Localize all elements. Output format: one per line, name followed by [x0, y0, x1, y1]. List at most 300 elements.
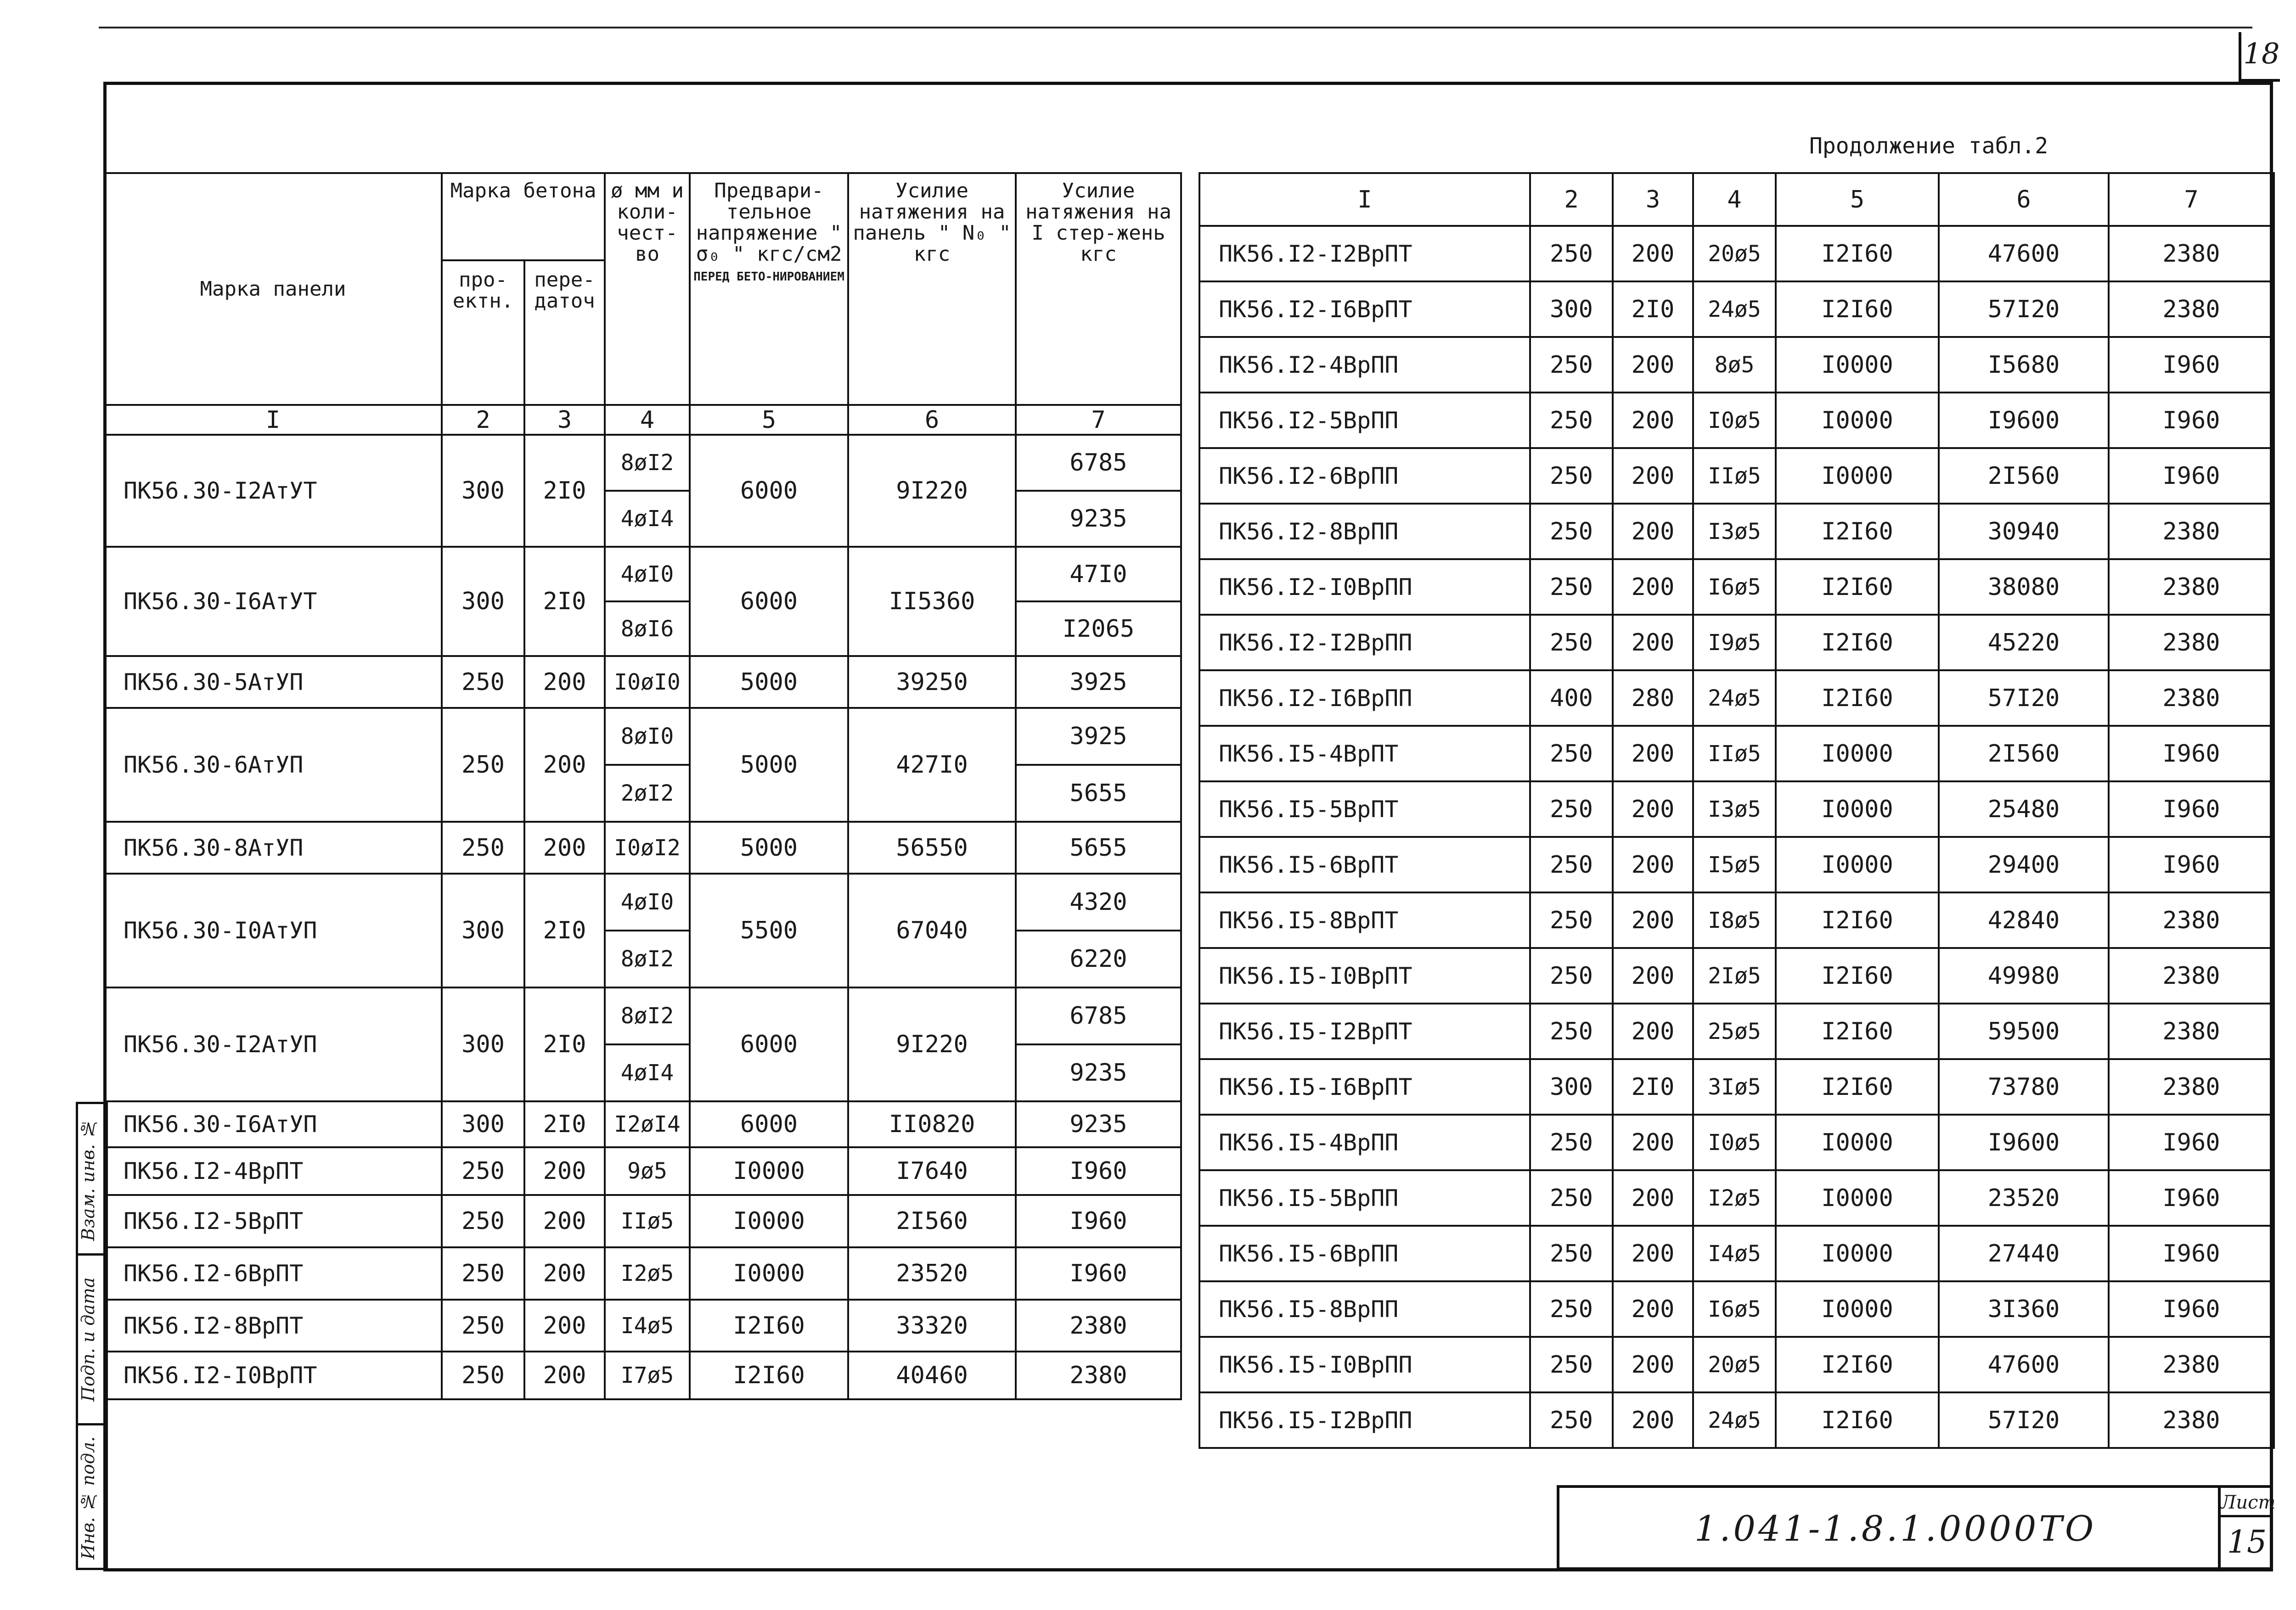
bar-force: 2380: [1016, 1300, 1181, 1352]
table-row: [1199, 337, 2274, 393]
prestress-value: 6000: [690, 987, 848, 1101]
table-row: [104, 1195, 1181, 1247]
panel-force: I5680: [1939, 337, 2109, 393]
table-row: [1199, 892, 2274, 948]
bar-force: I960: [2109, 448, 2274, 504]
prestress-value: 6000: [690, 1101, 848, 1147]
panel-mark: ПК56.30-I2АтУП: [104, 987, 442, 1101]
transfer-grade: 200: [1613, 337, 1693, 393]
table-row: [1199, 1059, 2274, 1115]
panel-mark: ПК56.I2-6ВрПТ: [104, 1247, 442, 1300]
side-stamp-sign-date: Подп. и дата: [78, 1277, 98, 1402]
design-grade: 300: [442, 547, 524, 656]
col-number: I: [104, 405, 442, 435]
bar-diameter-count: I0øI0: [605, 656, 690, 708]
table-row: [1199, 448, 2274, 504]
sheet-divider: [2218, 1515, 2273, 1517]
bar-force: 2380: [2109, 504, 2274, 559]
bar-force: I960: [2109, 1115, 2274, 1170]
bar-diameter-count: I4ø5: [1693, 1226, 1776, 1281]
transfer-grade: 2I0: [524, 435, 605, 547]
bar-force: 2380: [2109, 559, 2274, 615]
design-grade: 300: [442, 435, 524, 547]
table-row: [104, 435, 1181, 491]
transfer-grade: 2I0: [524, 874, 605, 987]
panel-force: 49980: [1939, 948, 2109, 1004]
transfer-grade: 200: [1613, 1170, 1693, 1226]
bar-diameter-count: I0ø5: [1693, 1115, 1776, 1170]
table-row: [1199, 1281, 2274, 1337]
panel-force: 9I220: [848, 435, 1016, 547]
bar-force: I960: [1016, 1247, 1181, 1300]
table-row: [104, 656, 1181, 708]
sheet-number: 15: [2227, 1524, 2267, 1560]
col-number: 5: [690, 405, 848, 435]
bar-force: 9235: [1016, 491, 1181, 547]
bar-force: 2380: [2109, 1004, 2274, 1059]
document-code: 1.041-1.8.1.0000ТО: [1694, 1508, 2097, 1549]
transfer-grade: 200: [524, 656, 605, 708]
bar-diameter-count: 4øI4: [605, 1044, 690, 1101]
transfer-grade: 200: [524, 1247, 605, 1300]
prestress-value: 5000: [690, 708, 848, 822]
bar-diameter-count: I2ø5: [605, 1247, 690, 1300]
side-stamp-replace-inv: Взам. инв. №: [78, 1118, 98, 1241]
header-panel-mark: Марка панели: [104, 173, 442, 405]
transfer-grade: 200: [1613, 892, 1693, 948]
bar-diameter-count: 9ø5: [605, 1147, 690, 1195]
col-number: I: [1199, 173, 1530, 226]
panel-mark: ПК56.I2-4ВрПП: [1199, 337, 1530, 393]
header-transfer-grade: пере-даточ: [524, 260, 605, 405]
prestress-value: 6000: [690, 435, 848, 547]
design-grade: 250: [1530, 1004, 1613, 1059]
col-number: 7: [2109, 173, 2274, 226]
transfer-grade: 200: [1613, 948, 1693, 1004]
panel-force: 9I220: [848, 987, 1016, 1101]
design-grade: 250: [442, 1147, 524, 1195]
bar-force: 4320: [1016, 874, 1181, 931]
prestress-value: I0000: [1776, 1226, 1939, 1281]
bar-force: I960: [2109, 337, 2274, 393]
panel-force: 56550: [848, 822, 1016, 874]
design-grade: 250: [1530, 948, 1613, 1004]
prestress-value: I2I60: [1776, 1337, 1939, 1392]
panel-force: I9600: [1939, 1115, 2109, 1170]
panel-force: 33320: [848, 1300, 1016, 1352]
prestress-value: I0000: [1776, 1170, 1939, 1226]
panel-mark: ПК56.I2-8ВрПТ: [104, 1300, 442, 1352]
bar-force: I960: [2109, 781, 2274, 837]
prestress-value: I0000: [690, 1147, 848, 1195]
panel-mark: ПК56.I5-I2ВрПП: [1199, 1392, 1530, 1448]
table-row: [104, 822, 1181, 874]
panel-force: 3I360: [1939, 1281, 2109, 1337]
table-row: [1199, 1337, 2274, 1392]
right-column-number-row: [1199, 173, 2274, 226]
table-row: [1199, 281, 2274, 337]
bar-diameter-count: I6ø5: [1693, 559, 1776, 615]
side-stamp-divider: [76, 1423, 108, 1425]
bar-diameter-count: 8øI2: [605, 931, 690, 987]
transfer-grade: 200: [1613, 226, 1693, 281]
prestress-value: I2I60: [1776, 1392, 1939, 1448]
panel-mark: ПК56.I2-5ВрПТ: [104, 1195, 442, 1247]
bar-diameter-count: 2øI2: [605, 765, 690, 822]
transfer-grade: 200: [524, 1195, 605, 1247]
transfer-grade: 200: [1613, 393, 1693, 448]
prestress-value: I0000: [1776, 781, 1939, 837]
bar-diameter-count: I0ø5: [1693, 393, 1776, 448]
transfer-grade: 200: [1613, 726, 1693, 781]
table-row: [1199, 393, 2274, 448]
side-stamp-divider: [76, 1253, 108, 1256]
bar-force: I960: [2109, 726, 2274, 781]
bar-diameter-count: 4øI0: [605, 547, 690, 601]
table-row: [1199, 670, 2274, 726]
bar-force: I960: [2109, 1170, 2274, 1226]
col-number: 2: [1530, 173, 1613, 226]
design-grade: 250: [1530, 1115, 1613, 1170]
bar-diameter-count: 4øI4: [605, 491, 690, 547]
bar-diameter-count: 3Iø5: [1693, 1059, 1776, 1115]
panel-mark: ПК56.30-5АтУП: [104, 656, 442, 708]
panel-mark: ПК56.I5-6ВрПТ: [1199, 837, 1530, 892]
prestress-value: I2I60: [1776, 559, 1939, 615]
design-grade: 250: [1530, 1281, 1613, 1337]
panel-force: 427I0: [848, 708, 1016, 822]
bar-diameter-count: I8ø5: [1693, 892, 1776, 948]
panel-mark: ПК56.I2-I0ВрПП: [1199, 559, 1530, 615]
bar-force: 9235: [1016, 1101, 1181, 1147]
bar-force: I960: [1016, 1195, 1181, 1247]
design-grade: 300: [442, 874, 524, 987]
bar-force: I960: [2109, 1226, 2274, 1281]
table-caption: Продолжение табл.2: [1809, 133, 2048, 159]
panel-mark: ПК56.I5-6ВрПП: [1199, 1226, 1530, 1281]
panel-force: 57I20: [1939, 1392, 2109, 1448]
col-number: 4: [1693, 173, 1776, 226]
design-grade: 250: [1530, 615, 1613, 670]
transfer-grade: 200: [524, 1147, 605, 1195]
bar-force: I2065: [1016, 601, 1181, 656]
bar-diameter-count: 24ø5: [1693, 281, 1776, 337]
panel-force: I9600: [1939, 393, 2109, 448]
page-number: 18: [2243, 37, 2280, 70]
table-row: [104, 1247, 1181, 1300]
panel-mark: ПК56.I5-4ВрПП: [1199, 1115, 1530, 1170]
panel-mark: ПК56.I2-I6ВрПП: [1199, 670, 1530, 726]
prestress-value: I2I60: [1776, 1004, 1939, 1059]
panel-force: 2I560: [1939, 448, 2109, 504]
panel-mark: ПК56.30-I0АтУП: [104, 874, 442, 987]
transfer-grade: 200: [1613, 448, 1693, 504]
prestress-value: I0000: [1776, 448, 1939, 504]
prestress-value: 5000: [690, 656, 848, 708]
table-row: [1199, 559, 2274, 615]
bar-force: 2380: [2109, 281, 2274, 337]
table-row: [104, 874, 1181, 931]
bar-diameter-count: I4ø5: [605, 1300, 690, 1352]
prestress-value: I0000: [1776, 726, 1939, 781]
transfer-grade: 2I0: [524, 987, 605, 1101]
table-row: [104, 987, 1181, 1044]
bar-diameter-count: I7ø5: [605, 1352, 690, 1399]
transfer-grade: 2I0: [524, 1101, 605, 1147]
column-number-row: [104, 405, 1181, 435]
design-grade: 250: [1530, 504, 1613, 559]
design-grade: 250: [1530, 337, 1613, 393]
bar-force: 3925: [1016, 656, 1181, 708]
bar-force: 2380: [2109, 948, 2274, 1004]
panel-mark: ПК56.I2-4ВрПТ: [104, 1147, 442, 1195]
design-grade: 300: [1530, 281, 1613, 337]
panel-mark: ПК56.30-6АтУП: [104, 708, 442, 822]
table-row: [1199, 1170, 2274, 1226]
header-prestress: [690, 173, 848, 405]
panel-mark: ПК56.I5-5ВрПП: [1199, 1170, 1530, 1226]
panel-mark: ПК56.I5-4ВрПТ: [1199, 726, 1530, 781]
panel-force: 23520: [1939, 1170, 2109, 1226]
design-grade: 250: [1530, 1337, 1613, 1392]
transfer-grade: 200: [1613, 1337, 1693, 1392]
bar-diameter-count: IIø5: [1693, 726, 1776, 781]
transfer-grade: 200: [1613, 615, 1693, 670]
panel-mark: ПК56.30-I2АтУТ: [104, 435, 442, 547]
bar-diameter-count: I2øI4: [605, 1101, 690, 1147]
header-prestress-note: ПЕРЕД БЕТО-НИРОВАНИЕМ: [693, 270, 844, 284]
panel-force: 23520: [848, 1247, 1016, 1300]
panel-force: 47600: [1939, 1337, 2109, 1392]
header-prestress-text: Предвари-тельное напряжение " σ₀ " кгс/см2: [696, 179, 842, 266]
prestress-value: I0000: [690, 1195, 848, 1247]
table-row: [104, 1101, 1181, 1147]
panel-mark: ПК56.I2-8ВрПП: [1199, 504, 1530, 559]
bar-diameter-count: I9ø5: [1693, 615, 1776, 670]
bar-force: 2380: [2109, 1059, 2274, 1115]
table-row: [104, 1352, 1181, 1399]
bar-diameter-count: 8øI6: [605, 601, 690, 656]
transfer-grade: 200: [524, 822, 605, 874]
panel-mark: ПК56.I2-5ВрПП: [1199, 393, 1530, 448]
bar-force: 2380: [2109, 615, 2274, 670]
bar-diameter-count: I3ø5: [1693, 781, 1776, 837]
design-grade: 250: [1530, 226, 1613, 281]
prestress-value: I2I60: [1776, 504, 1939, 559]
prestress-value: I2I60: [1776, 281, 1939, 337]
design-grade: 250: [1530, 559, 1613, 615]
design-grade: 300: [442, 1101, 524, 1147]
panel-force: 38080: [1939, 559, 2109, 615]
panel-mark: ПК56.30-8АтУП: [104, 822, 442, 874]
bar-force: 6785: [1016, 435, 1181, 491]
prestress-value: 5000: [690, 822, 848, 874]
bar-force: 6220: [1016, 931, 1181, 987]
col-number: 5: [1776, 173, 1939, 226]
panel-force: 59500: [1939, 1004, 2109, 1059]
transfer-grade: 200: [1613, 1392, 1693, 1448]
panel-force: 67040: [848, 874, 1016, 987]
design-grade: 250: [1530, 781, 1613, 837]
bar-force: 6785: [1016, 987, 1181, 1044]
panel-mark: ПК56.I5-8ВрПП: [1199, 1281, 1530, 1337]
bar-force: 2380: [2109, 670, 2274, 726]
bar-diameter-count: I5ø5: [1693, 837, 1776, 892]
design-grade: 300: [442, 987, 524, 1101]
bar-force: I960: [2109, 837, 2274, 892]
design-grade: 250: [1530, 837, 1613, 892]
panel-force: II0820: [848, 1101, 1016, 1147]
design-grade: 250: [442, 708, 524, 822]
bar-force: 9235: [1016, 1044, 1181, 1101]
design-grade: 250: [1530, 1392, 1613, 1448]
bar-diameter-count: 8øI2: [605, 435, 690, 491]
prestress-value: I2I60: [1776, 615, 1939, 670]
bar-force: 2380: [2109, 892, 2274, 948]
bar-diameter-count: 4øI0: [605, 874, 690, 931]
transfer-grade: 200: [524, 708, 605, 822]
prestress-value: 6000: [690, 547, 848, 656]
table-row: [1199, 1226, 2274, 1281]
panel-force: II5360: [848, 547, 1016, 656]
panel-force: 29400: [1939, 837, 2109, 892]
bar-diameter-count: 24ø5: [1693, 1392, 1776, 1448]
bar-diameter-count: 8ø5: [1693, 337, 1776, 393]
table-row: [1199, 837, 2274, 892]
transfer-grade: 200: [1613, 1115, 1693, 1170]
transfer-grade: 2I0: [1613, 281, 1693, 337]
right-table-body: [1199, 226, 2274, 1448]
side-stamp-inv-original: Инв. № подл.: [78, 1436, 98, 1560]
panel-force: 27440: [1939, 1226, 2109, 1281]
design-grade: 250: [1530, 726, 1613, 781]
col-number: 6: [1939, 173, 2109, 226]
bar-force: I960: [1016, 1147, 1181, 1195]
prestress-value: I2I60: [1776, 226, 1939, 281]
right-table: [1199, 172, 2275, 1449]
panel-mark: ПК56.I2-I2ВрПТ: [1199, 226, 1530, 281]
bar-diameter-count: 2Iø5: [1693, 948, 1776, 1004]
transfer-grade: 280: [1613, 670, 1693, 726]
table-row: [1199, 504, 2274, 559]
design-grade: 250: [442, 1247, 524, 1300]
design-grade: 250: [442, 1352, 524, 1399]
transfer-grade: 200: [1613, 559, 1693, 615]
design-grade: 250: [1530, 393, 1613, 448]
col-number: 7: [1016, 405, 1181, 435]
header-concrete-grade: Марка бетона: [442, 173, 605, 260]
header-bar-force: Усилие натяжения на I стер-жень кгс: [1016, 173, 1181, 405]
bar-force: 2380: [1016, 1352, 1181, 1399]
design-grade: 250: [1530, 892, 1613, 948]
table-row: [1199, 781, 2274, 837]
panel-force: 2I560: [848, 1195, 1016, 1247]
panel-force: I7640: [848, 1147, 1016, 1195]
panel-mark: ПК56.30-I6АтУТ: [104, 547, 442, 656]
prestress-value: I2I60: [690, 1300, 848, 1352]
prestress-value: I0000: [1776, 1281, 1939, 1337]
table-row: [104, 708, 1181, 765]
prestress-value: I0000: [690, 1247, 848, 1300]
table-row: [1199, 1004, 2274, 1059]
prestress-value: I2I60: [1776, 670, 1939, 726]
table-row: [104, 547, 1181, 601]
bar-diameter-count: I3ø5: [1693, 504, 1776, 559]
table-row: [1199, 615, 2274, 670]
design-grade: 250: [1530, 1170, 1613, 1226]
transfer-grade: 200: [524, 1352, 605, 1399]
panel-force: 2I560: [1939, 726, 2109, 781]
prestress-value: I2I60: [1776, 948, 1939, 1004]
design-grade: 250: [442, 656, 524, 708]
panel-mark: ПК56.I2-I0ВрПТ: [104, 1352, 442, 1399]
bar-diameter-count: I6ø5: [1693, 1281, 1776, 1337]
transfer-grade: 200: [1613, 837, 1693, 892]
header-diameter-count: ø мм и коли-чест-во: [605, 173, 690, 405]
design-grade: 250: [1530, 448, 1613, 504]
bar-diameter-count: IIø5: [1693, 448, 1776, 504]
bar-force: 5655: [1016, 765, 1181, 822]
bar-force: 2380: [2109, 1392, 2274, 1448]
transfer-grade: 200: [1613, 1226, 1693, 1281]
transfer-grade: 2I0: [1613, 1059, 1693, 1115]
header-design-grade: про-ектн.: [442, 260, 524, 405]
panel-force: 42840: [1939, 892, 2109, 948]
panel-mark: ПК56.I5-I2ВрПТ: [1199, 1004, 1530, 1059]
col-number: 2: [442, 405, 524, 435]
col-number: 6: [848, 405, 1016, 435]
bar-force: 3925: [1016, 708, 1181, 765]
transfer-grade: 200: [1613, 1004, 1693, 1059]
prestress-value: 5500: [690, 874, 848, 987]
bar-diameter-count: 8øI0: [605, 708, 690, 765]
table-row: [1199, 226, 2274, 281]
transfer-grade: 200: [1613, 1281, 1693, 1337]
bar-diameter-count: IIø5: [605, 1195, 690, 1247]
bar-force: 2380: [2109, 226, 2274, 281]
table-row: [1199, 948, 2274, 1004]
prestress-value: I2I60: [690, 1352, 848, 1399]
prestress-value: I2I60: [1776, 1059, 1939, 1115]
prestress-value: I2I60: [1776, 892, 1939, 948]
panel-mark: ПК56.I5-I6ВрПТ: [1199, 1059, 1530, 1115]
bar-force: 2380: [2109, 1337, 2274, 1392]
bar-force: I960: [2109, 393, 2274, 448]
col-number: 4: [605, 405, 690, 435]
panel-force: 40460: [848, 1352, 1016, 1399]
left-table-body: [104, 435, 1181, 1399]
left-table: [103, 172, 1182, 1400]
design-grade: 250: [442, 1300, 524, 1352]
bar-diameter-count: I2ø5: [1693, 1170, 1776, 1226]
bar-diameter-count: 8øI2: [605, 987, 690, 1044]
panel-force: 25480: [1939, 781, 2109, 837]
panel-mark: ПК56.I5-I0ВрПП: [1199, 1337, 1530, 1392]
panel-mark: ПК56.I2-I6ВрПТ: [1199, 281, 1530, 337]
prestress-value: I0000: [1776, 337, 1939, 393]
sheet-label: Лист: [2221, 1492, 2276, 1513]
bar-diameter-count: I0øI2: [605, 822, 690, 874]
panel-mark: ПК56.I2-I2ВрПП: [1199, 615, 1530, 670]
prestress-value: I0000: [1776, 1115, 1939, 1170]
design-grade: 400: [1530, 670, 1613, 726]
panel-mark: ПК56.30-I6АтУП: [104, 1101, 442, 1147]
panel-force: 57I20: [1939, 281, 2109, 337]
panel-mark: ПК56.I5-5ВрПТ: [1199, 781, 1530, 837]
panel-force: 47600: [1939, 226, 2109, 281]
transfer-grade: 2I0: [524, 547, 605, 656]
bar-diameter-count: 20ø5: [1693, 226, 1776, 281]
